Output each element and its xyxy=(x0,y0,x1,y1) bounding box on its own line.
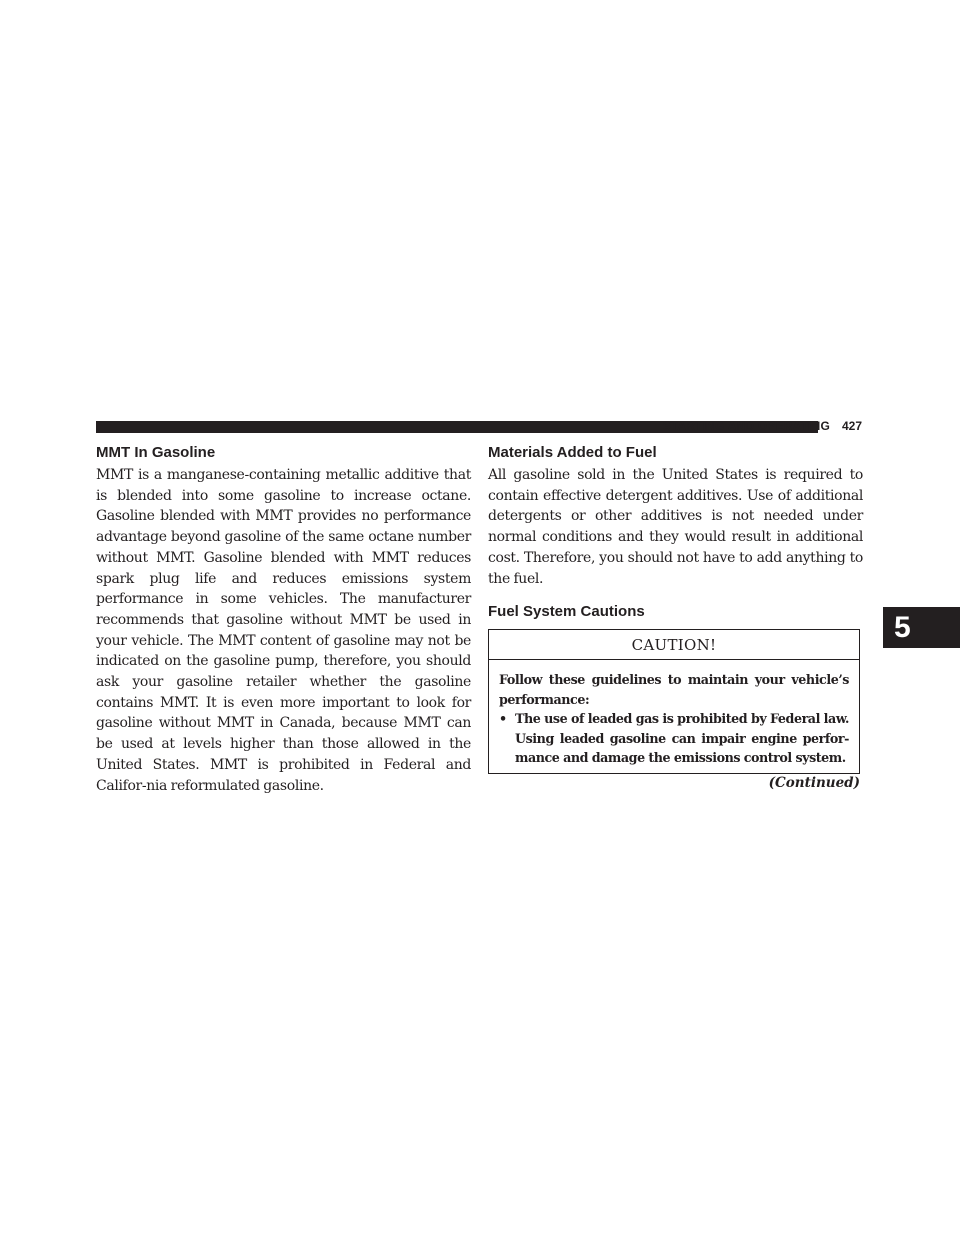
caution-bullet-item xyxy=(499,709,849,768)
caution-bullet-text: The use of leaded gas is prohibited by Federal law. Using leaded gasoline can impair engine perfor-mance and damage the emissions control system. xyxy=(515,711,849,766)
bullet-icon: • xyxy=(499,711,507,727)
caution-box xyxy=(488,629,860,774)
caution-title: CAUTION! xyxy=(489,630,859,660)
caution-body xyxy=(489,660,859,773)
page-number: 427 xyxy=(842,419,863,433)
caution-intro: Follow these guidelines to maintain your vehicle’s performance: xyxy=(499,672,849,707)
section-heading-mmt: MMT In Gasoline xyxy=(96,444,216,461)
materials-paragraph: All gasoline sold in the United States is required to contain effective detergent additives. Use of additional detergents or other additives is not needed under normal conditions and they would result in additional cost. Therefore, you should not have to add anything to the fuel. xyxy=(488,467,863,587)
section-heading-materials: Materials Added to Fuel xyxy=(488,444,657,461)
left-column xyxy=(96,444,471,796)
section-heading-fuel-cautions: Fuel System Cautions xyxy=(488,603,645,621)
mmt-paragraph: MMT is a manganese-containing metallic additive that is blended into some gasoline to increase octane. Gasoline blended with MMT provides no performance advantage beyond gasoline of the same octane number without MMT. Gasoline blended with MMT reduces spark plug life and reduces emissions system performance in some vehicles. The manufacturer recommends that gasoline without MMT be used in your vehicle. The MMT content of gasoline may not be indicated on the gasoline pump, therefore, you should ask your gasoline retailer whether the gasoline contains MMT. It is even more important to look for gasoline without MMT in Canada, because MMT can be used at levels higher than those allowed in the United States. MMT is prohibited in Federal and Califor-nia reformulated gasoline. xyxy=(96,467,471,794)
continued-label: (Continued) xyxy=(768,774,860,791)
chapter-number: 5 xyxy=(894,611,911,644)
right-column xyxy=(488,444,863,791)
running-header-title: STARTING AND OPERATING xyxy=(662,419,830,433)
